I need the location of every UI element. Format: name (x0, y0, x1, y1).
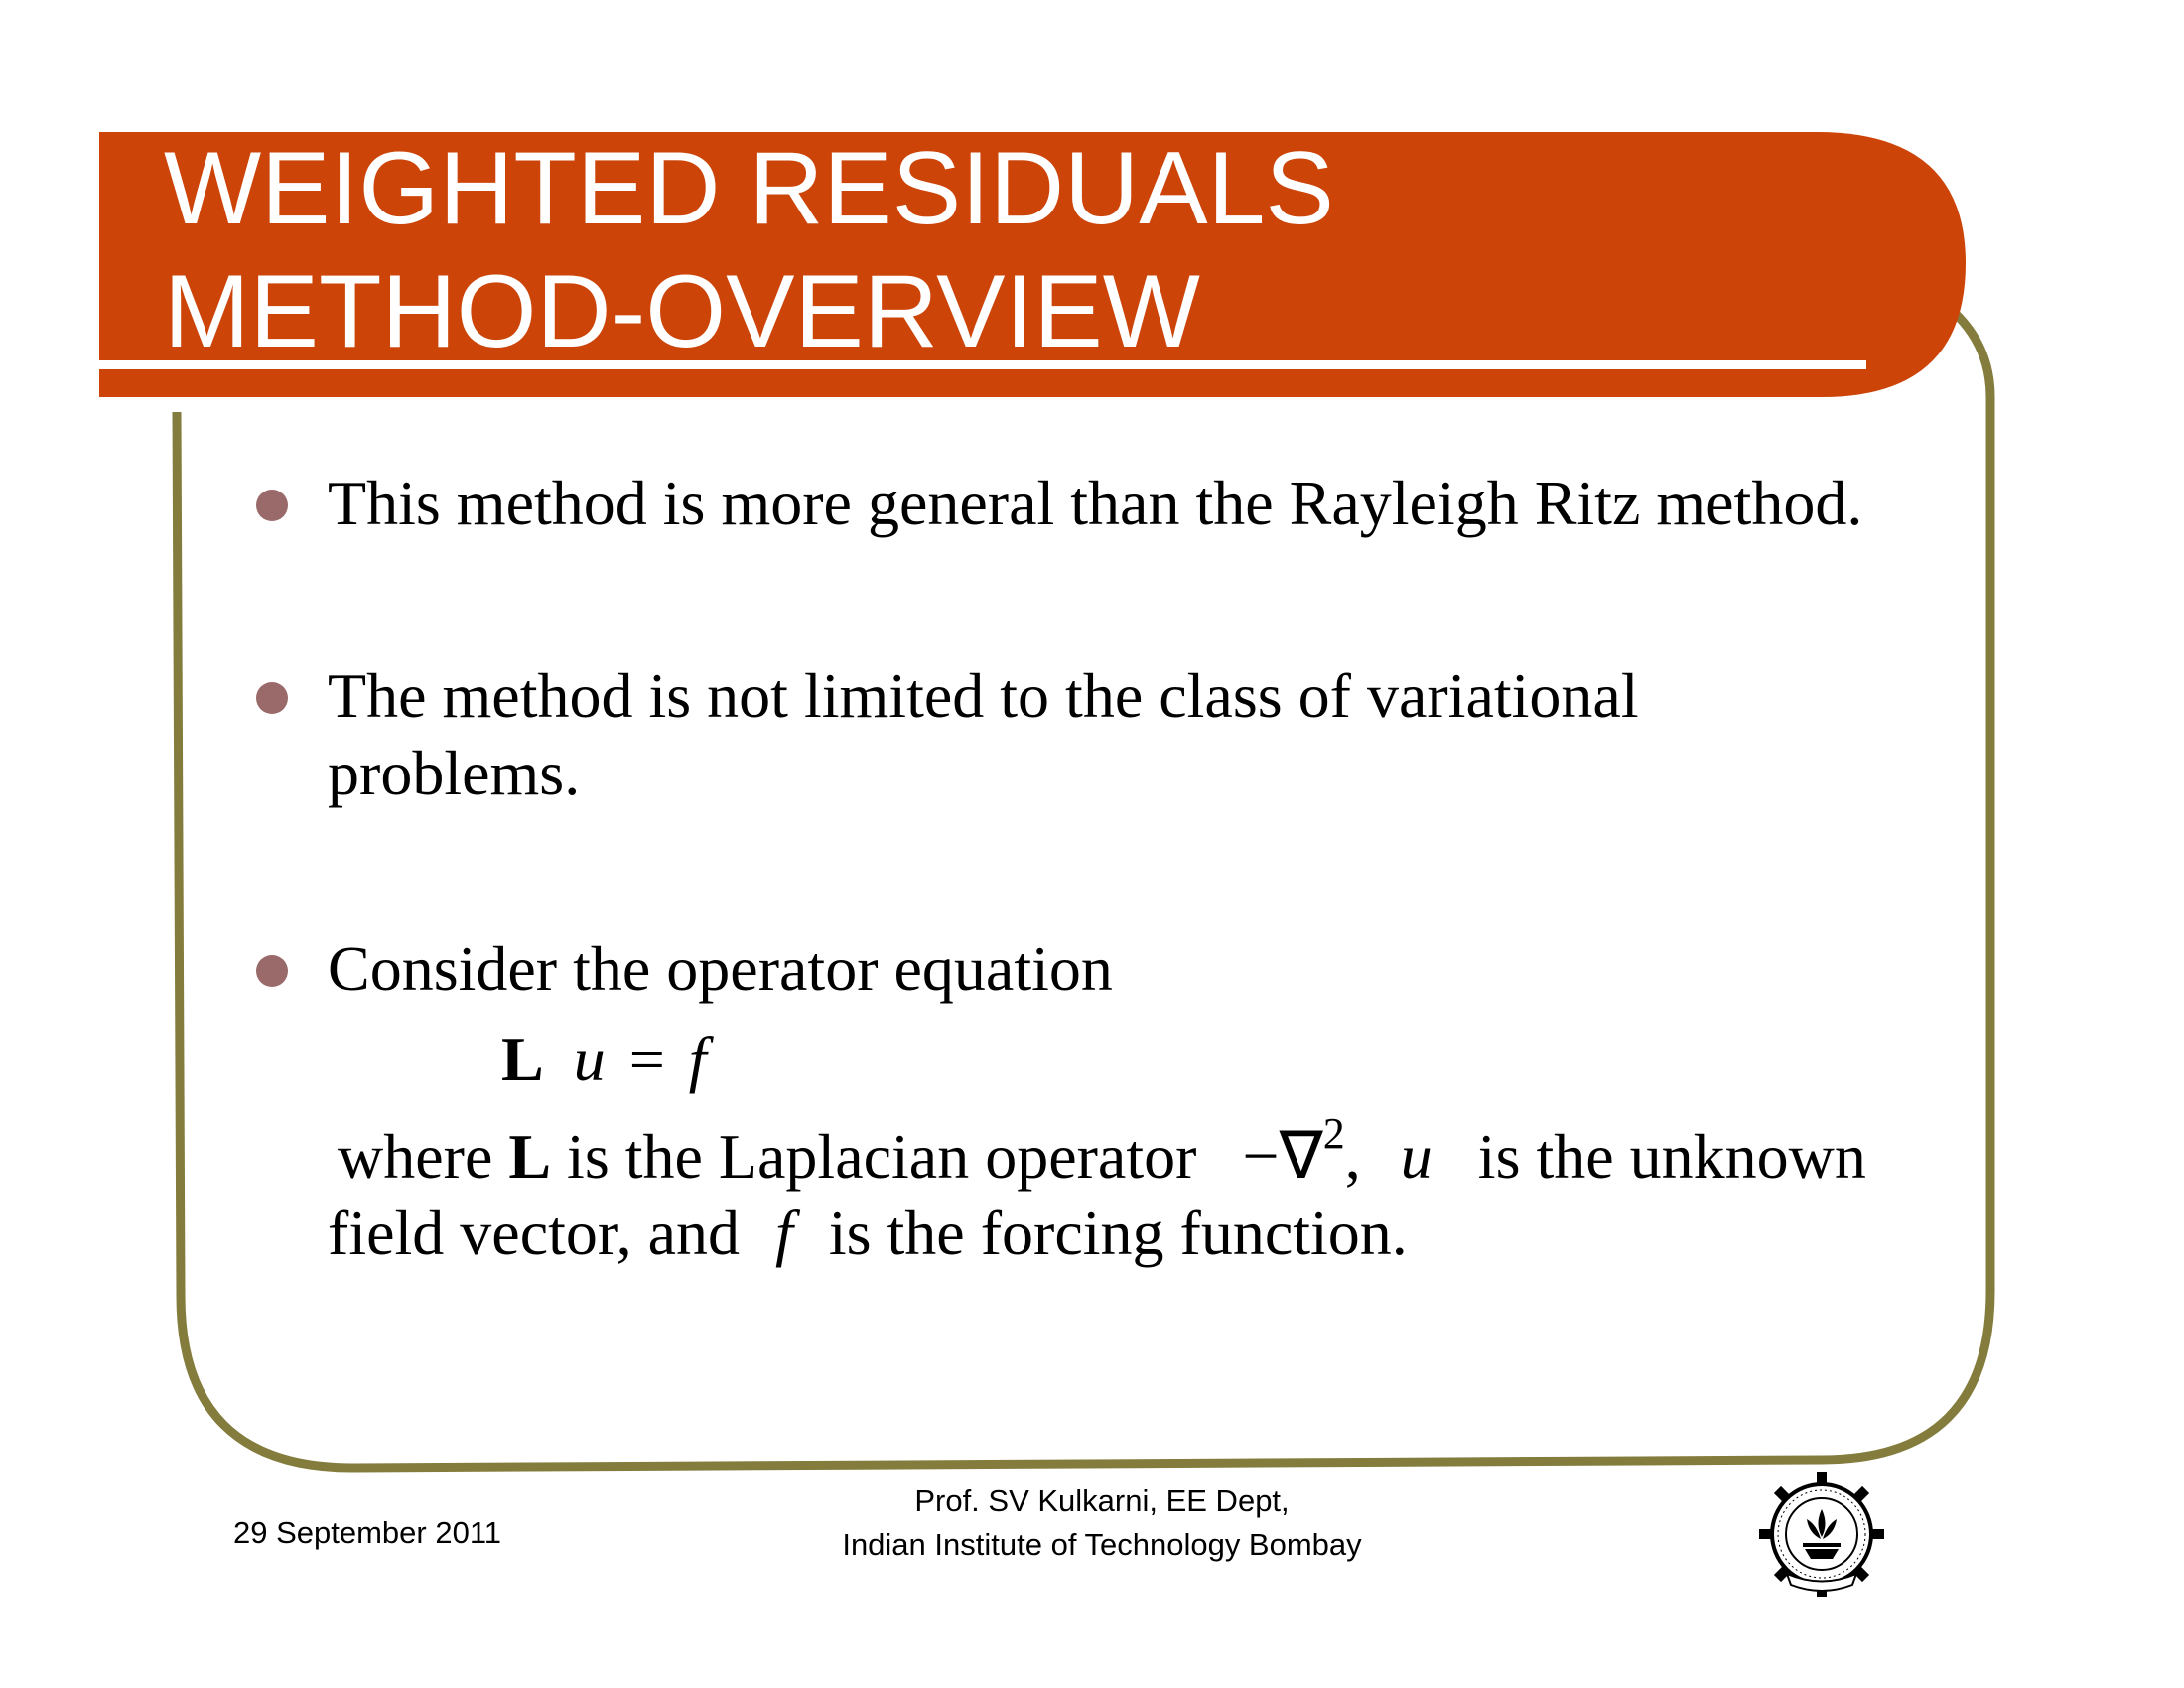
minus-nabla: −∇ (1242, 1120, 1323, 1193)
u-symbol: u (1400, 1121, 1433, 1192)
operator-equation (501, 1023, 707, 1096)
eq-equals: = (628, 1024, 665, 1094)
eq-rhs: f (688, 1024, 707, 1094)
where-text: where (338, 1121, 493, 1192)
L-symbol: L (508, 1121, 552, 1192)
f-symbol: f (775, 1197, 793, 1268)
iit-bombay-emblem-icon (1757, 1470, 1886, 1599)
author-line-2: Indian Institute of Technology Bombay (842, 1527, 1362, 1562)
bullet-text-1: This method is more general than the Rayleigh Ritz method. (328, 468, 1863, 538)
bullet-dot-2 (256, 682, 288, 714)
explanation-line-2 (328, 1196, 2015, 1270)
footer-date: 29 September 2011 (233, 1515, 502, 1550)
explanation-line-1 (338, 1109, 2025, 1195)
eq-operator: L (501, 1024, 544, 1094)
bullet-text-2: The method is not limited to the class of variational problems. (328, 660, 1639, 808)
forcing-text: is the forcing function. (828, 1197, 1408, 1268)
slide-title (164, 127, 1851, 373)
author-line-1: Prof. SV Kulkarni, EE Dept, (914, 1483, 1290, 1518)
unknown-text: is the unknown (1477, 1121, 1866, 1192)
footer-author (754, 1479, 1449, 1567)
comma: , (1344, 1121, 1361, 1192)
bullet-text-3: Consider the operator equation (328, 933, 1113, 1004)
eq-variable: u (573, 1024, 606, 1094)
title-line-1: WEIGHTED RESIDUALS (164, 131, 1334, 246)
power-sup: 2 (1322, 1109, 1345, 1158)
laplacian-text: is the Laplacian operator (567, 1121, 1197, 1192)
field-vector-text: field vector, and (328, 1197, 741, 1268)
title-line-2: METHOD-OVERVIEW (164, 254, 1200, 369)
bullet-dot-3 (256, 955, 288, 987)
bullet-dot-1 (256, 490, 288, 521)
